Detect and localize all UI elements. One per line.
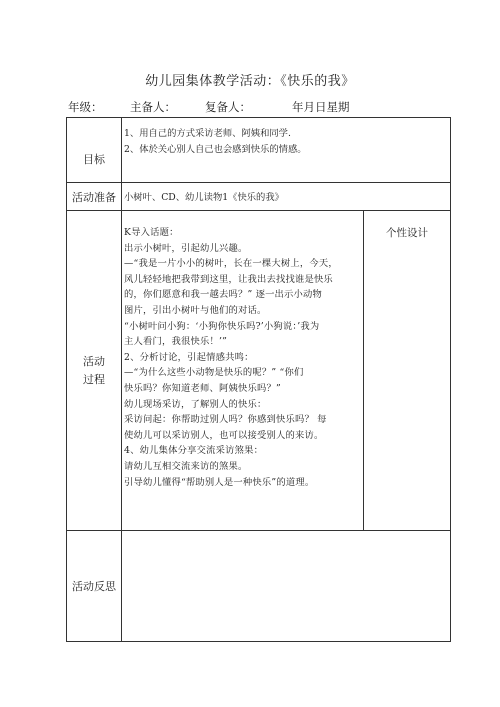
process-line: 采访问起：你帮助过别人吗？你感到快乐吗？ 每: [124, 414, 327, 426]
goal-label: 目标: [67, 118, 122, 183]
grade-label: 年级：: [68, 100, 103, 114]
co-preparer-label: 复备人：: [205, 100, 251, 114]
prep-text: 小树叶、CD、幼儿读物1《快乐的我》: [124, 192, 284, 203]
reflection-label: 活动反思: [67, 531, 122, 642]
page-title: 幼儿园集体教学活动：《快乐的我》: [145, 74, 355, 89]
goal-line: 2、体於关心别人自己也会感到快乐的情感。: [124, 144, 307, 155]
process-line: K导入话题：: [124, 227, 179, 238]
reflection-content: [122, 531, 451, 642]
process-line: 出示小树叶，引起幼儿兴趣。: [124, 242, 248, 254]
process-label-line1: 活动: [83, 354, 105, 368]
process-row: [67, 211, 451, 531]
prep-label: 活动准备: [67, 183, 122, 211]
process-line: 请幼儿互相交流来访的煞果。: [124, 460, 248, 472]
preparer-label: 主备人：: [130, 100, 176, 114]
process-line: 2、分析讨论，引起情感共鸣：: [124, 351, 254, 363]
process-line: 幼儿现场采访，了解别人的快乐：: [124, 398, 267, 410]
goal-line: 1、用自己的方式采访老师、阿姨和同学.: [124, 128, 291, 139]
prep-content: [122, 183, 451, 211]
process-label: [67, 211, 122, 531]
process-line: 引导幼儿懂得“帮助别人是一种快乐”的道理。: [124, 476, 315, 488]
process-label-line2: 过程: [83, 372, 105, 386]
process-line: —“我是一片小小的树叶，长在一棵大树上，今天，: [124, 258, 338, 270]
prep-row: [67, 183, 451, 211]
lesson-plan-table: [66, 117, 451, 642]
process-line: —“为什么这些小动物是快乐的呢？” “你们: [124, 367, 304, 379]
meta-line: [0, 99, 500, 115]
process-line: 的，你们愿意和我一越去吗？” 逐一出示小动物: [124, 289, 323, 301]
personal-design-cell: [364, 211, 451, 531]
date-label: 年月日星期: [292, 100, 350, 114]
process-line: 快乐吗？你知道老师、阿姨快乐吗？”: [124, 382, 281, 394]
process-line: 风儿轻轻地把我带到这里，让我出去找找谁是快乐: [124, 273, 333, 285]
process-line: 图片，引出小树叶与他们的对话。: [124, 304, 267, 316]
process-line: 主人看门，我很快乐！’”: [124, 336, 228, 348]
personal-design-label: 个性设计: [386, 227, 428, 239]
process-line: 使幼儿可以采访别人，也可以接受别人的来访。: [124, 429, 324, 441]
goal-row: [67, 118, 451, 183]
goal-content: [122, 118, 451, 183]
process-content: [122, 211, 364, 531]
process-line: 4、幼儿集体分享交流采访煞果：: [124, 445, 264, 457]
reflection-row: [67, 531, 451, 642]
process-line: “小树叶问小狗：‘小狗你快乐吗?’小狗说：’我为: [124, 320, 320, 332]
